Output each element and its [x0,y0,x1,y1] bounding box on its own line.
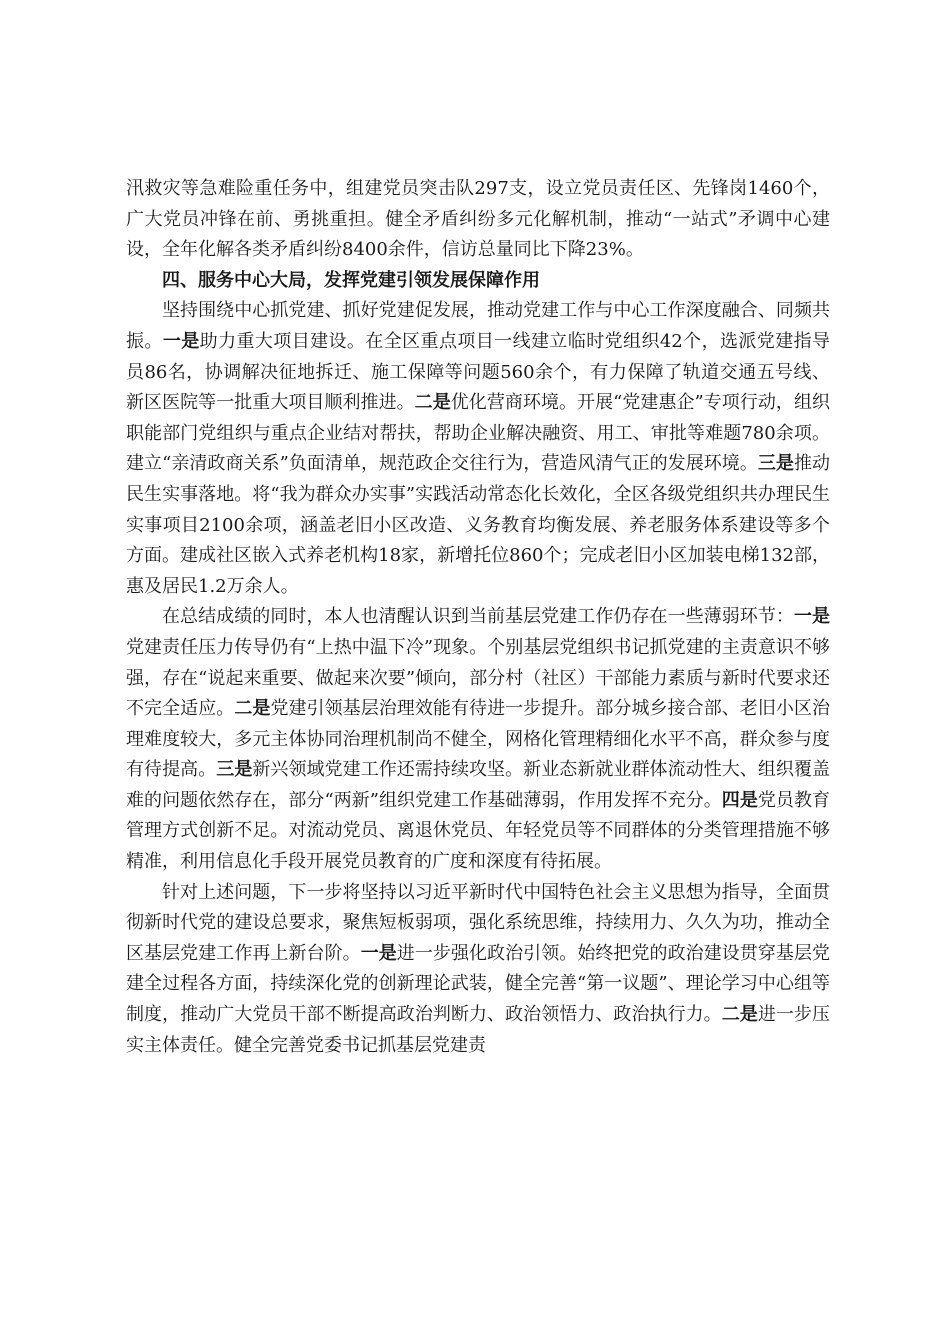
point-marker: 一是 [360,942,397,964]
point-marker: 一是 [793,606,831,628]
paragraph-next-steps [126,878,830,1062]
document-body [126,174,830,1061]
point-marker: 二是 [721,1004,758,1026]
paragraph-service-center [126,296,830,602]
point-text: 党建引领基层治理效能有待进一步提升。部分城乡接合部、老旧小区治理难度较大，多元主体协同治理机制尚不健全，网格化管理精细化水平不高，群众参与度有待提高。 [126,698,831,781]
point-text: 进一步强化政治引领。始终把党的政治建设贯穿基层党建全过程各方面，持续深化党的创新理论武装，健全完善“第一议题”、理论学习中心组等制度，推动广大党员干部不断提高政治判断力、政治领悟力、政治执行力。 [126,942,831,1026]
point-marker: 二是 [234,698,271,720]
point-text: 优化营商环境。开展“党建惠企”专项行动，组织职能部门党组织与重点企业结对帮扶，帮助企业解决融资、用工、审批等难题780余项。建立“亲清政商关系”负面清单，规范政企交往行为，营造风清气正的发展环境。 [126,392,831,475]
paragraph-continuation: 汛救灾等急难险重任务中，组建党员突击队297支，设立党员责任区、先锋岗1460个，广大党员冲锋在前、勇挑重担。健全矛盾纠纷多元化解机制，推动“一站式”矛调中心建设，全年化解各类矛盾纠纷8400余件，信访总量同比下降23%。 [126,178,830,261]
paragraph-intro: 在总结成绩的同时，本人也清醒认识到当前基层党建工作仍存在一些薄弱环节： [162,606,794,628]
section-heading: 四、服务中心大局，发挥党建引领发展保障作用 [162,269,540,291]
point-text: 新兴领域党建工作还需持续攻坚。新业态新就业群体流动性大、组织覆盖难的问题依然存在，部分“两新”组织党建工作基础薄弱，作用发挥不充分。 [126,759,831,811]
point-text: 推动民生实事落地。将“我为群众办实事”实践活动常态化长效化，全区各级党组织共办理民生实事项目2100余项，涵盖老旧小区改造、义务教育均衡发展、养老服务体系建设等多个方面。建成社区嵌入式养老机构18家，新增托位860个；完成老旧小区加装电梯132部，惠及居民1.2万余人。 [126,453,831,597]
point-marker: 三是 [216,759,253,781]
point-marker: 三是 [757,453,794,475]
paragraph-intro: 针对上述问题，下一步将坚持以习近平新时代中国特色社会主义思想为指导，全面贯彻新时代党的建设总要求，聚焦短板弱项，强化系统思维，持续用力、久久为功，推动全区基层党建工作再上新台阶。 [126,881,830,964]
paragraph-problems [126,602,830,877]
point-marker: 四是 [721,789,758,811]
point-text: 党员教育管理方式创新不足。对流动党员、离退休党员、年轻党员等不同群体的分类管理措施不够精准，利用信息化手段开展党员教育的广度和深度有待拓展。 [126,789,831,873]
point-text: 助力重大项目建设。在全区重点项目一线建立临时党组织42个，选派党建指导员86名，协调解决征地拆迁、施工保障等问题560余个，有力保障了轨道交通五号线、新区医院等一批重大项目顺利推进。 [126,330,831,414]
point-marker: 二是 [414,392,451,414]
point-marker: 一是 [162,330,200,352]
point-text: 党建责任压力传导仍有“上热中温下冷”现象。个别基层党组织书记抓党建的主责意识不够强，存在“说起来重要、做起来次要”倾向，部分村（社区）干部能力素质与新时代要求还不完全适应。 [126,636,830,720]
point-text: 进一步压实主体责任。健全完善党委书记抓基层党建责 [126,1004,831,1056]
paragraph-intro: 坚持围绕中心抓党建、抓好党建促发展，推动党建工作与中心工作深度融合、同频共振。 [126,300,830,352]
